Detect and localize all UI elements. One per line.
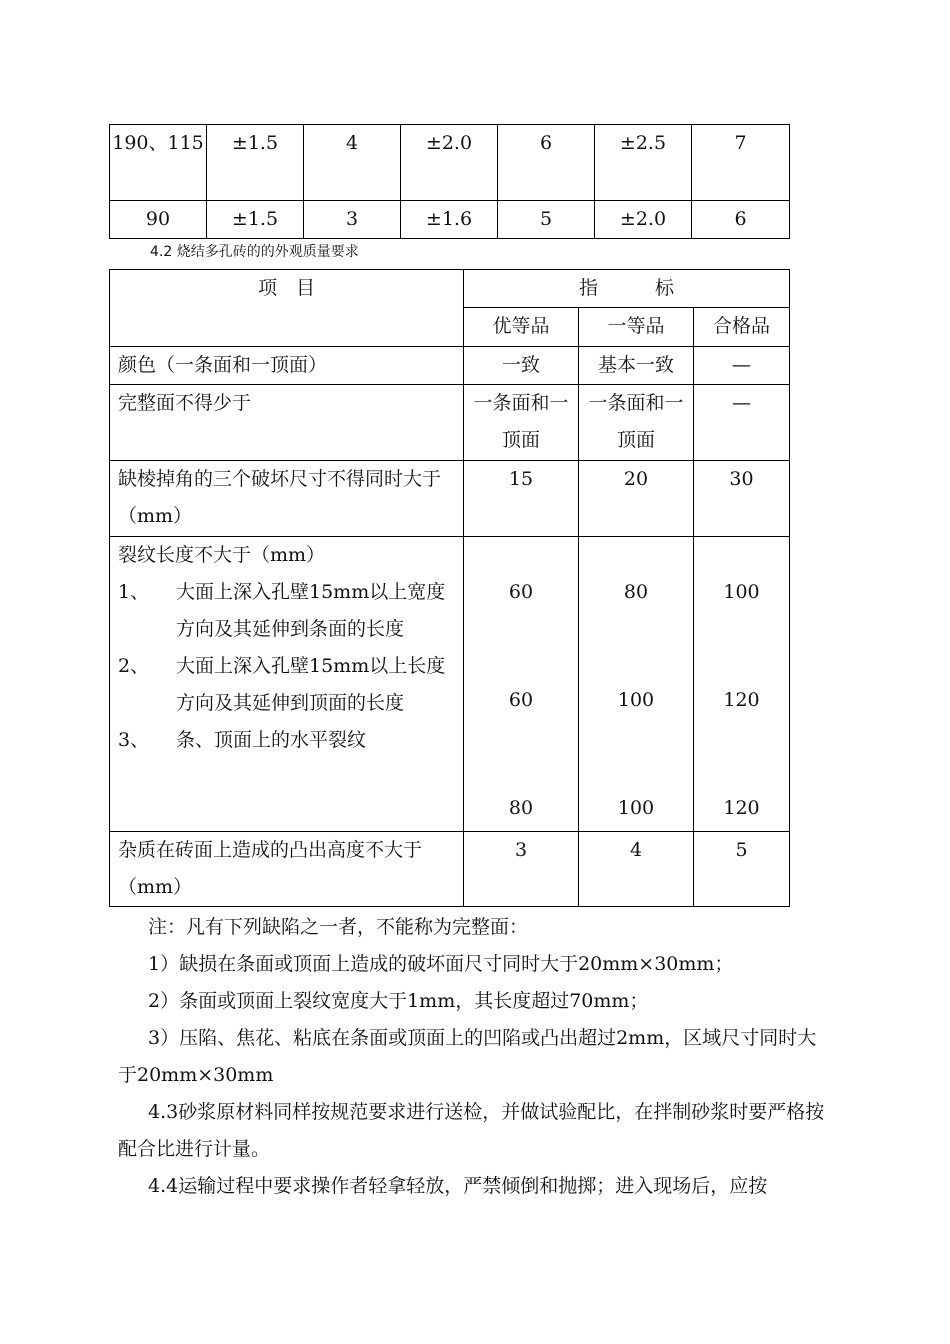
size-cell: 90	[110, 201, 207, 239]
table-cell: 80	[623, 581, 649, 603]
table-cell: ±1.6	[401, 201, 498, 239]
row-label: 颜色（一条面和一顶面）	[110, 347, 464, 385]
notes-section	[118, 909, 833, 1205]
note-intro: 注：凡有下列缺陷之一者，不能称为完整面：	[148, 916, 529, 938]
crack-text: 条、顶面上的水平裂纹	[176, 729, 367, 751]
crack-item	[118, 648, 463, 722]
crack-num: 2、	[118, 655, 150, 677]
table-row	[110, 125, 790, 201]
table-cell: 一条面和一顶面	[579, 385, 694, 461]
table-row	[110, 832, 790, 907]
crack-text: 大面上深入孔壁15mm以上宽度方向及其延伸到条面的长度	[176, 581, 446, 640]
crack-item	[118, 574, 463, 648]
table-cell: 4	[304, 125, 401, 201]
table-cell: 100	[617, 797, 655, 819]
crack-values	[579, 537, 694, 832]
crack-num: 1、	[118, 581, 150, 603]
table-row	[110, 461, 790, 537]
table-row	[110, 201, 790, 239]
crack-values	[694, 537, 790, 832]
table-cell: ±2.5	[595, 125, 692, 201]
crack-cell	[110, 537, 464, 832]
crack-values	[464, 537, 579, 832]
grade-header: 一等品	[579, 308, 694, 347]
crack-item	[118, 722, 463, 759]
table-cell: 3	[464, 832, 579, 907]
table-cell: 100	[617, 689, 655, 711]
grade-header: 优等品	[464, 308, 579, 347]
note-item: 3）压陷、焦花、粘底在条面或顶面上的凹陷或凸出超过2mm，区域尺寸同时大于20mm×30mm	[118, 1027, 817, 1086]
table-cell: 20	[579, 461, 694, 537]
tolerance-table	[109, 124, 790, 239]
grade-header: 合格品	[694, 308, 790, 347]
table-cell: 基本一致	[579, 347, 694, 385]
table-cell: 一致	[464, 347, 579, 385]
row-label: 缺棱掉角的三个破坏尺寸不得同时大于（mm）	[110, 461, 464, 537]
table-cell: 5	[498, 201, 595, 239]
size-cell: 190、115	[110, 125, 207, 201]
table-cell: 30	[694, 461, 790, 537]
table-cell: 一条面和一顶面	[464, 385, 579, 461]
note-item: 1）缺损在条面或顶面上造成的破坏面尺寸同时大于20mm×30mm；	[148, 953, 734, 975]
paragraph: 4.4运输过程中要求操作者轻拿轻放，严禁倾倒和抛掷；进入现场后，应按	[148, 1175, 768, 1197]
table-cell: 4	[579, 832, 694, 907]
table-cell: 80	[508, 797, 534, 819]
crack-title: 裂纹长度不大于（mm）	[118, 544, 326, 566]
row-label: 杂质在砖面上造成的凸出高度不大于（mm）	[110, 832, 464, 907]
table-cell: ±2.0	[595, 201, 692, 239]
note-item: 2）条面或顶面上裂纹宽度大于1mm，其长度超过70mm；	[148, 990, 649, 1012]
table-row	[110, 385, 790, 461]
table-cell: 120	[723, 689, 760, 711]
table-cell: 3	[304, 201, 401, 239]
table-cell: 60	[508, 581, 534, 603]
crack-text: 大面上深入孔壁15mm以上长度方向及其延伸到顶面的长度	[176, 655, 446, 714]
table-cell: 6	[692, 201, 790, 239]
table-cell: 120	[723, 797, 760, 819]
table-cell: 15	[464, 461, 579, 537]
table-cell: 5	[694, 832, 790, 907]
table-cell: 100	[723, 581, 760, 603]
table-cell: 7	[692, 125, 790, 201]
paragraph: 4.3砂浆原材料同样按规范要求进行送检，并做试验配比，在拌制砂浆时要严格按配合比进行计量。	[118, 1101, 825, 1160]
table-row	[110, 537, 790, 832]
table-cell: ±1.5	[207, 125, 304, 201]
table-cell: 60	[508, 689, 534, 711]
table-cell: 6	[498, 125, 595, 201]
table-header-row	[110, 270, 790, 308]
appearance-quality-table	[109, 269, 790, 907]
crack-num: 3、	[118, 729, 150, 751]
header-index: 指 标	[464, 270, 790, 308]
table-cell: —	[694, 347, 790, 385]
table-cell: —	[694, 385, 790, 461]
row-label: 完整面不得少于	[110, 385, 464, 461]
table-cell: ±1.5	[207, 201, 304, 239]
header-item: 项 目	[110, 270, 464, 347]
table-cell: ±2.0	[401, 125, 498, 201]
table-caption: 4.2 烧结多孔砖的的外观质量要求	[150, 244, 359, 260]
table-row	[110, 347, 790, 385]
